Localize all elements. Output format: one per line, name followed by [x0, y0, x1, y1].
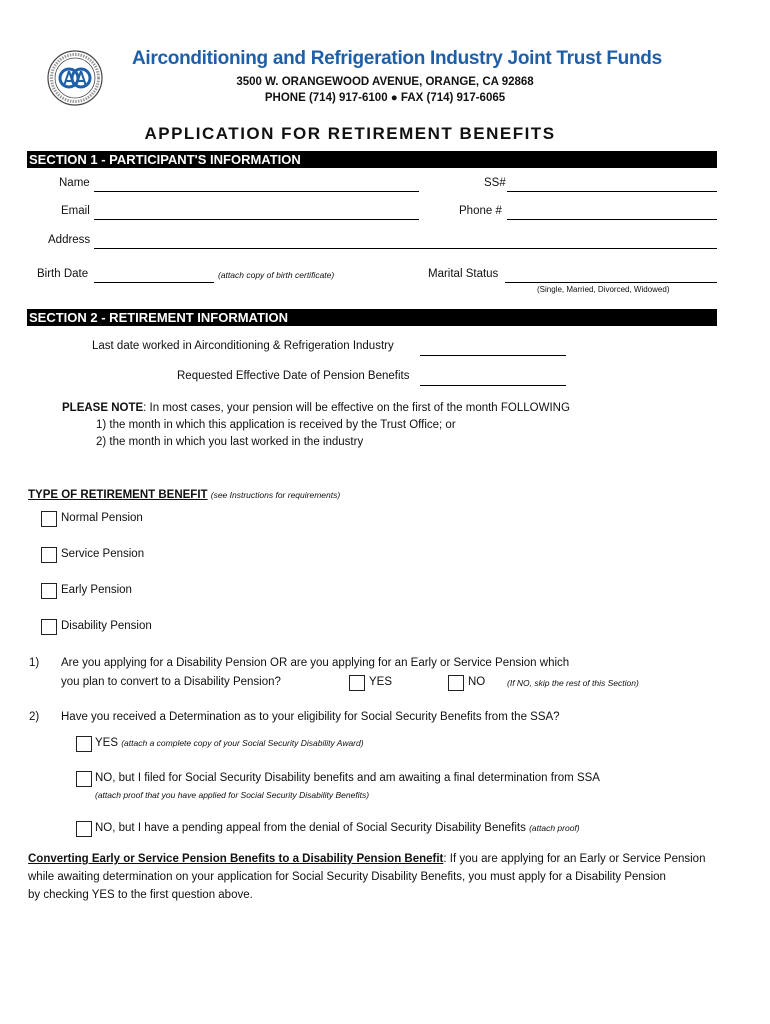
benefit-type-title: TYPE OF RETIREMENT BENEFIT: [28, 489, 208, 501]
note-item-1: 1) the month in which this application is received by the Trust Office; or: [96, 419, 456, 431]
org-phone-fax: PHONE (714) 917-6100 ● FAX (714) 917-6065: [264, 92, 506, 104]
please-note: [62, 402, 570, 414]
email-field[interactable]: [94, 219, 419, 220]
q2-yes-label: YES: [95, 737, 119, 749]
page-title: APPLICATION FOR RETIREMENT BENEFITS: [144, 124, 556, 143]
checkbox-q2-filed[interactable]: [76, 771, 92, 787]
email-label: Email: [61, 205, 90, 217]
birth-date-note: (attach copy of birth certificate): [218, 270, 335, 280]
disability-pension-label: Disability Pension: [61, 620, 152, 632]
converting-line3: by checking YES to the first question above.: [28, 889, 253, 901]
q2-appeal-option: [95, 822, 580, 834]
benefit-type-note: (see Instructions for requirements): [210, 490, 341, 500]
q1-line1: Are you applying for a Disability Pension OR are you applying for an Early or Service Pension which: [61, 657, 570, 669]
checkbox-q1-yes[interactable]: [349, 675, 365, 691]
checkbox-q2-appeal[interactable]: [76, 821, 92, 837]
phone-label: Phone #: [459, 205, 502, 217]
marital-status-note: (Single, Married, Divorced, Widowed): [537, 285, 670, 294]
q1-yes-label: YES: [369, 676, 393, 688]
section1-heading: SECTION 1 - PARTICIPANT'S INFORMATION: [27, 151, 305, 168]
checkbox-early-pension[interactable]: [41, 583, 57, 599]
q2-text: Have you received a Determination as to your eligibility for Social Security Benefits from the SSA?: [61, 711, 560, 723]
last-date-field[interactable]: [420, 355, 566, 356]
ssn-field[interactable]: [507, 191, 717, 192]
checkbox-service-pension[interactable]: [41, 547, 57, 563]
effective-date-label: Requested Effective Date of Pension Benefits: [177, 370, 410, 382]
early-pension-label: Early Pension: [61, 584, 132, 596]
birth-date-field[interactable]: [94, 282, 214, 283]
normal-pension-label: Normal Pension: [61, 512, 143, 524]
converting-paragraph: [28, 850, 728, 904]
converting-heading: Converting Early or Service Pension Benefits to a Disability Pension Benefit: [28, 853, 444, 865]
last-date-label: Last date worked in Airconditioning & Refrigeration Industry: [92, 340, 394, 352]
name-field[interactable]: [94, 191, 419, 192]
converting-text1: : If you are applying for an Early or Service Pension: [443, 853, 706, 865]
org-address: 3500 W. ORANGEWOOD AVENUE, ORANGE, CA 92868: [236, 76, 534, 88]
benefit-type-heading: [28, 489, 340, 501]
note-item-2: 2) the month in which you last worked in the industry: [96, 436, 364, 448]
checkbox-q1-no[interactable]: [448, 675, 464, 691]
ssn-label: SS#: [484, 177, 506, 189]
q2-appeal-note: (attach proof): [529, 823, 580, 833]
org-name: Airconditioning and Refrigeration Industry Joint Trust Funds: [132, 48, 662, 69]
q1-no-label: NO: [468, 676, 486, 688]
q2-filed-note: (attach proof that you have applied for Social Security Disability Benefits): [95, 790, 370, 800]
q1-number: 1): [29, 657, 40, 669]
please-note-label: PLEASE NOTE: [62, 402, 144, 414]
q2-filed-label: NO, but I filed for Social Security Disability benefits and am awaiting a final determination from SSA: [95, 772, 600, 784]
q2-yes-note: (attach a complete copy of your Social Security Disability Award): [121, 738, 364, 748]
effective-date-field[interactable]: [420, 385, 566, 386]
checkbox-normal-pension[interactable]: [41, 511, 57, 527]
please-note-text: : In most cases, your pension will be effective on the first of the month FOLLOWING: [143, 402, 570, 414]
checkbox-disability-pension[interactable]: [41, 619, 57, 635]
checkbox-q2-yes[interactable]: [76, 736, 92, 752]
section2-heading: SECTION 2 - RETIREMENT INFORMATION: [27, 309, 292, 326]
q2-appeal-label: NO, but I have a pending appeal from the denial of Social Security Disability Benefits: [95, 822, 526, 834]
service-pension-label: Service Pension: [61, 548, 145, 560]
marital-status-label: Marital Status: [428, 268, 499, 280]
birth-date-label: Birth Date: [37, 268, 89, 280]
q1-line2: you plan to convert to a Disability Pension?: [61, 676, 281, 688]
q2-number: 2): [29, 711, 40, 723]
address-field[interactable]: [94, 248, 717, 249]
phone-field[interactable]: [507, 219, 717, 220]
converting-line2: while awaiting determination on your application for Social Security Disability Benefits, you must apply for a Disability Pension: [28, 871, 666, 883]
marital-status-field[interactable]: [505, 282, 717, 283]
q2-yes-option: [95, 737, 364, 749]
address-label: Address: [48, 234, 91, 246]
q1-no-note: (If NO, skip the rest of this Section): [507, 678, 639, 688]
converting-line1: [28, 850, 728, 868]
name-label: Name: [59, 177, 90, 189]
